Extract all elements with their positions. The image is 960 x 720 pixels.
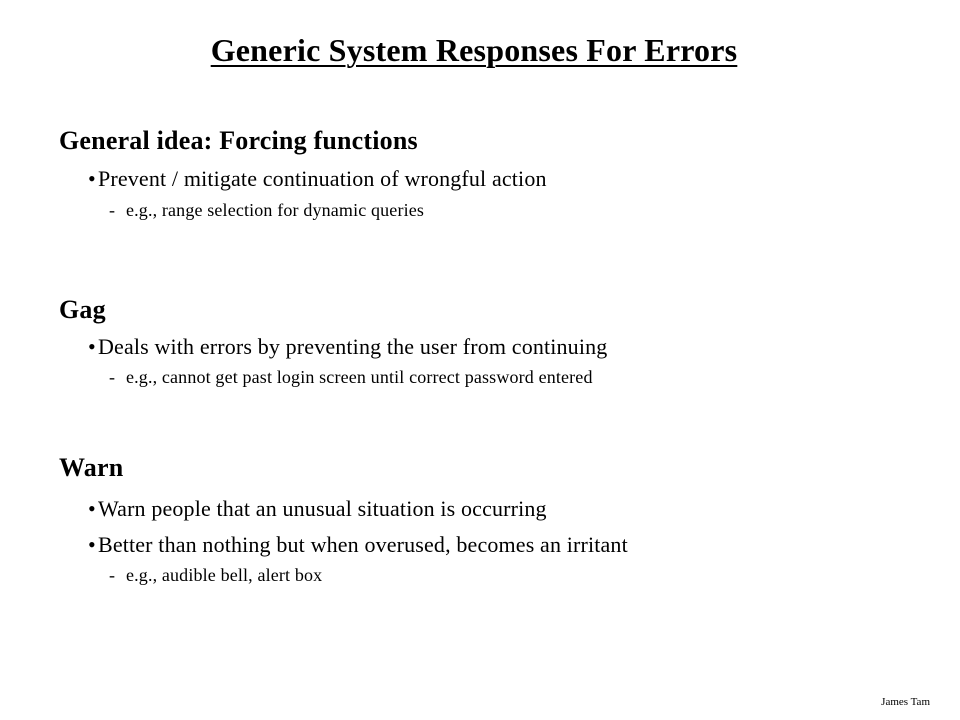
bullet-text: Deals with errors by preventing the user from continuing: [98, 334, 608, 359]
sub-bullet-marker: -: [109, 565, 116, 585]
bullet-text: Better than nothing but when overused, becomes an irritant: [98, 532, 628, 557]
bullet-text: Warn people that an unusual situation is occurring: [98, 496, 547, 521]
section-heading-warn: Warn: [59, 453, 124, 482]
bullet-item: [88, 334, 607, 360]
sub-bullet-text: e.g., audible bell, alert box: [126, 565, 323, 585]
bullet-item: [88, 166, 547, 192]
sub-bullet-text: e.g., range selection for dynamic queries: [126, 200, 425, 220]
bullet-item: [88, 496, 547, 522]
section-heading-forcing-functions: General idea: Forcing functions: [59, 126, 418, 155]
sub-bullet-marker: -: [109, 367, 116, 387]
sub-bullet-item: [109, 367, 593, 388]
bullet-marker: •: [88, 532, 96, 557]
bullet-marker: •: [88, 334, 96, 359]
sub-bullet-item: [109, 565, 322, 586]
bullet-item: [88, 532, 628, 558]
sub-bullet-item: [109, 200, 424, 221]
sub-bullet-text: e.g., cannot get past login screen until correct password entered: [126, 367, 593, 387]
bullet-marker: •: [88, 166, 96, 191]
bullet-marker: •: [88, 496, 96, 521]
sub-bullet-marker: -: [109, 200, 116, 220]
section-heading-gag: Gag: [59, 295, 106, 324]
author-footer: James Tam: [881, 696, 930, 708]
bullet-text: Prevent / mitigate continuation of wrongful action: [98, 166, 547, 191]
slide-title: Generic System Responses For Errors: [210, 32, 738, 68]
